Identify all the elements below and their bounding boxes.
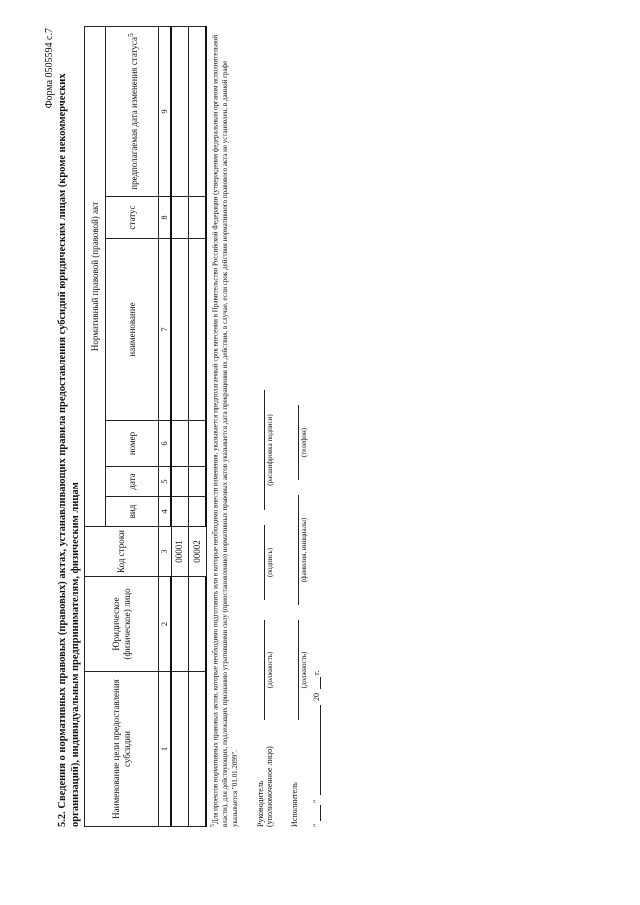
date-year-prefix: 20 (312, 693, 321, 701)
date-quote-open: " (312, 823, 321, 827)
header-date: дата (106, 467, 159, 497)
column-numbers-row (159, 26, 172, 826)
date-year-suffix: г. (312, 670, 321, 675)
col-number: 6 (159, 421, 172, 467)
head-decoding-caption: (расшифровка подписи) (266, 414, 274, 486)
col-number: 3 (159, 527, 172, 577)
executor-phone-caption: (телефон) (300, 427, 308, 458)
cell-name[interactable] (189, 239, 207, 421)
section-title: 5.2. Сведения о нормативных правовых (правовых) актах, устанавливающих правила предоставления субсидий юридическим лицам (кроме некоммерческих организаций), индивидуальным предпринимателям, физическим лицам (57, 73, 81, 827)
cell-type[interactable] (189, 497, 207, 527)
cell-type[interactable] (171, 497, 189, 527)
footnote-text: Для проектов нормативных правовых актов, которые необходимо подготовить или в которые необходимо внести изменения, указывается предполагаемый срок внесения в Правительство Российской Федерации (утверждения федеральным органом исполнительной власти), для действующих, подлежащих признанию утратившими силу (приостановлению) нормативных правовых актов указывается дата прекращения их действия, в случае, если срок действия нормативного правового акта не установлен, в данной графе указывается "01.01.2099". (211, 34, 240, 827)
executor-fio-line[interactable] (298, 495, 299, 605)
form-number: Форма 0505594 с.7 (44, 28, 55, 109)
cell-row-code: 00001 (171, 527, 189, 577)
col-number: 1 (159, 672, 172, 827)
executor-fio-caption: (фамилия, инициалы) (300, 517, 308, 583)
table-row (189, 26, 207, 826)
date-month-line[interactable] (320, 705, 321, 795)
header-act: Нормативный правовой (правовой) акт (85, 26, 106, 526)
head-position-caption: (должность) (266, 651, 274, 689)
date-day-line[interactable] (320, 805, 321, 821)
executor-position-line[interactable] (298, 620, 299, 720)
header-row-code: Код строки (85, 527, 159, 577)
head-position-line[interactable] (264, 620, 265, 720)
head-label (256, 746, 274, 827)
col-number: 2 (159, 577, 172, 672)
cell-number[interactable] (171, 421, 189, 467)
cell-status-date[interactable] (171, 26, 189, 196)
head-label-line1: Руководитель (256, 780, 265, 827)
cell-status[interactable] (171, 197, 189, 239)
header-name: наименование (106, 239, 159, 421)
col-number: 5 (159, 467, 172, 497)
cell-date[interactable] (171, 467, 189, 497)
header-purpose: Наименование цели предоставления субсидии (85, 672, 159, 827)
date-quote-close: " (312, 799, 321, 803)
cell-status-date[interactable] (189, 26, 207, 196)
head-label-line2: (уполномоченное лицо) (265, 746, 274, 827)
header-status-date-text: предполагаемая дата изменения статуса (128, 36, 139, 190)
head-signature-caption: (подпись) (266, 547, 274, 578)
header-status: статус (106, 197, 159, 239)
header-status-date (106, 26, 159, 196)
head-signature-line[interactable] (264, 525, 265, 600)
header-entity: Юридическое (физическое) лицо (85, 577, 159, 672)
col-number: 7 (159, 239, 172, 421)
col-number: 8 (159, 197, 172, 239)
col-number: 9 (159, 26, 172, 196)
executor-phone-line[interactable] (298, 405, 299, 480)
cell-date[interactable] (189, 467, 207, 497)
footnote-mark: 5 (210, 824, 216, 827)
head-decoding-line[interactable] (264, 390, 265, 510)
date-year-line[interactable] (320, 677, 321, 689)
cell-entity[interactable] (189, 577, 207, 672)
footnote (208, 27, 240, 827)
cell-purpose[interactable] (189, 672, 207, 827)
cell-status[interactable] (189, 197, 207, 239)
acts-table (84, 26, 207, 827)
cell-purpose[interactable] (171, 672, 189, 827)
cell-number[interactable] (189, 421, 207, 467)
cell-name[interactable] (171, 239, 189, 421)
cell-entity[interactable] (171, 577, 189, 672)
executor-label: Исполнитель (290, 782, 299, 827)
header-type: вид (106, 497, 159, 527)
footnote-ref: 5 (125, 33, 135, 37)
col-number: 4 (159, 497, 172, 527)
cell-row-code: 00002 (189, 527, 207, 577)
header-number: номер (106, 421, 159, 467)
executor-position-caption: (должность) (300, 651, 308, 689)
table-row (171, 26, 189, 826)
